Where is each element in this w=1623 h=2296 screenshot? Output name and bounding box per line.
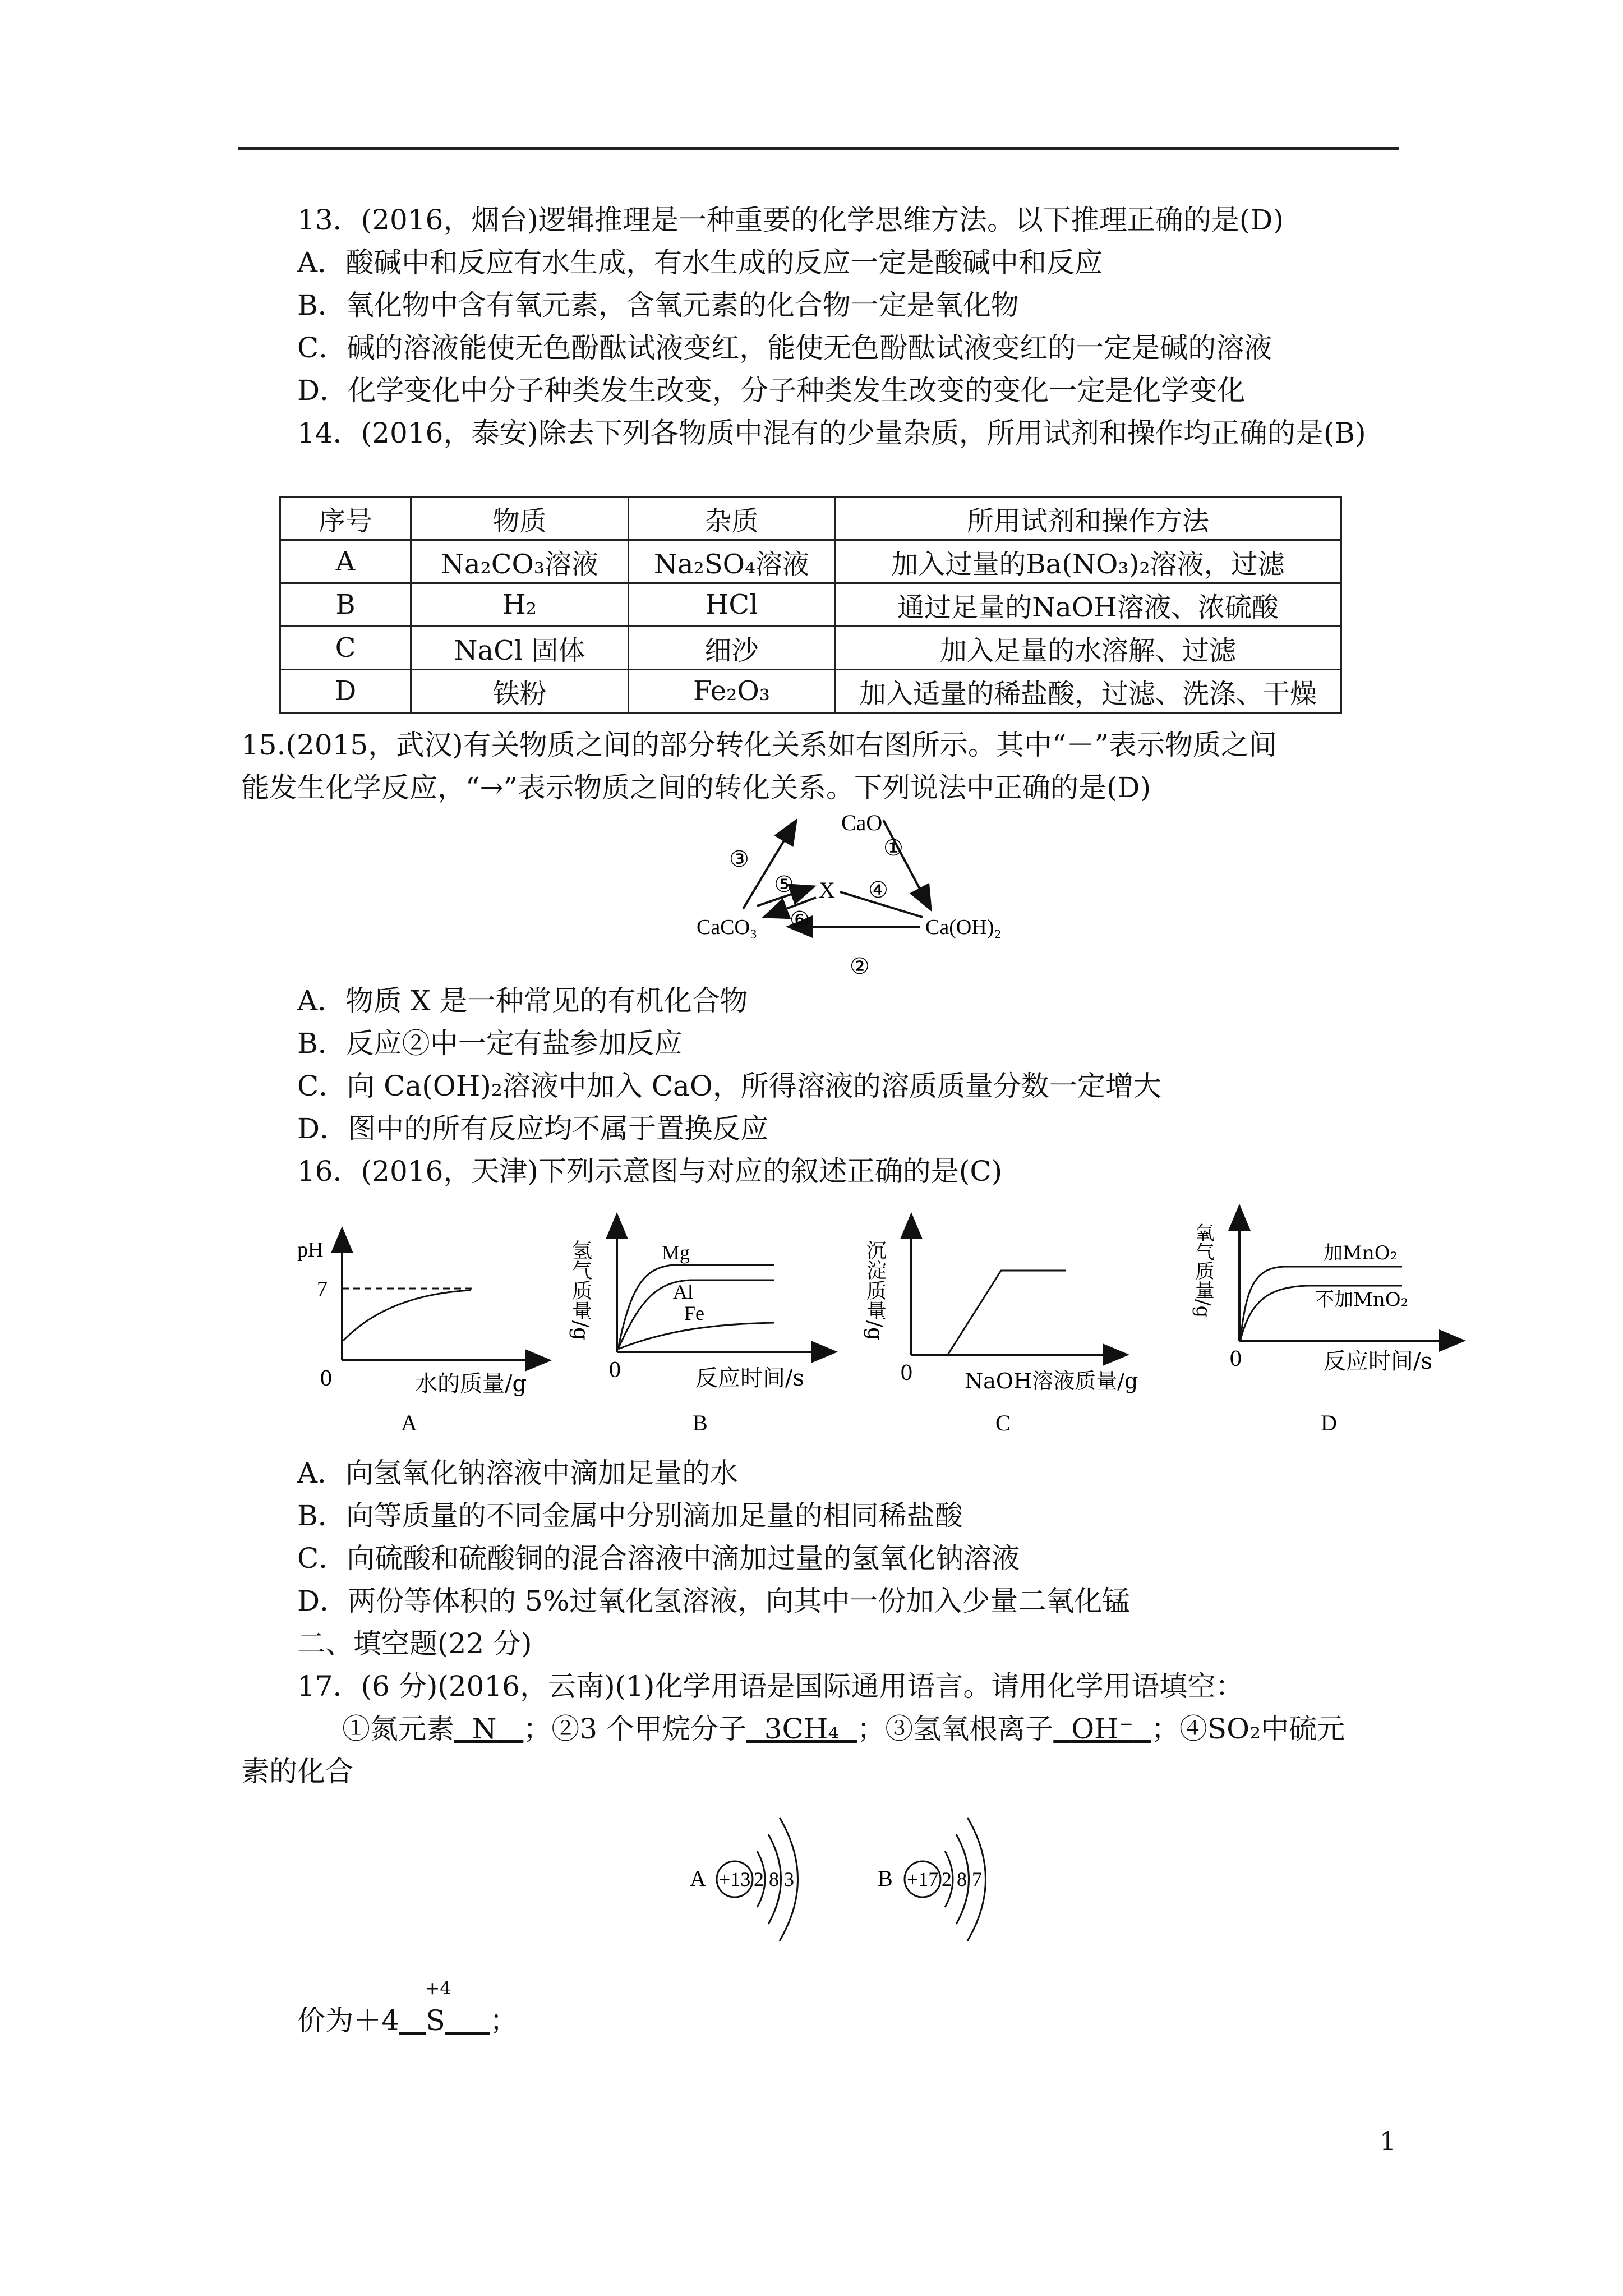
table-row bbox=[280, 540, 1341, 583]
cell-substance: NaCl 固体 bbox=[411, 627, 629, 670]
graph-b bbox=[569, 1217, 858, 1436]
label-3: ③ bbox=[729, 846, 749, 872]
cell-method: 加入过量的Ba(NO₃)₂溶液，过滤 bbox=[835, 540, 1341, 583]
q16-option-d: D．两份等体积的 5%过氧化氢溶液，向其中一份加入少量二氧化锰 bbox=[297, 1585, 1131, 1617]
valence-mark: +4 bbox=[425, 1977, 451, 1999]
cell-method: 加入足量的水溶解、过滤 bbox=[835, 627, 1341, 670]
atom-a-label: A bbox=[690, 1866, 706, 1891]
valence-symbol-wrap bbox=[425, 1977, 451, 2037]
q16-option-c: C．向硫酸和硫酸铜的混合溶液中滴加过量的氢氧化钠溶液 bbox=[297, 1542, 1020, 1575]
label-1: ① bbox=[883, 835, 903, 861]
graph-d bbox=[1192, 1206, 1486, 1436]
col-header-substance: 物质 bbox=[411, 497, 629, 540]
q15-option-a: A．物质 X 是一种常见的有机化合物 bbox=[297, 984, 748, 1017]
graph-a-curve bbox=[343, 1290, 471, 1341]
atom-b-nucleus: +17 bbox=[907, 1868, 939, 1890]
q15-conversion-diagram bbox=[690, 808, 1038, 982]
q15-option-d: D．图中的所有反应均不属于置换反应 bbox=[297, 1112, 769, 1145]
graph-d-caption: D bbox=[1321, 1410, 1337, 1435]
graph-b-curve-fe bbox=[618, 1323, 774, 1349]
atom-b-label: B bbox=[878, 1866, 893, 1891]
label-2: ② bbox=[850, 954, 870, 979]
node-x: X bbox=[819, 877, 835, 903]
graph-d-label-with: 加MnO₂ bbox=[1324, 1242, 1398, 1264]
q17-valence-line bbox=[297, 1977, 518, 2037]
answer-text: 3CH₄ bbox=[764, 1713, 840, 1745]
arrow-1 bbox=[883, 820, 931, 910]
q17-part3: ；③氢氧根离子 bbox=[857, 1713, 1054, 1745]
q17-part1: ①氮元素 bbox=[342, 1713, 454, 1745]
cell-impurity: Na₂SO₄溶液 bbox=[629, 540, 835, 583]
graph-a-origin: 0 bbox=[320, 1368, 333, 1391]
cell-method: 通过足量的NaOH溶液、浓硫酸 bbox=[835, 583, 1341, 627]
graph-c-xlabel: NaOH溶液质量/g bbox=[965, 1369, 1138, 1393]
answer-text: OH⁻ bbox=[1071, 1713, 1134, 1745]
col-header-impurity: 杂质 bbox=[629, 497, 835, 540]
graph-d-ylabel: 氧气质量/g bbox=[1192, 1223, 1214, 1318]
label-6: ⑥ bbox=[790, 907, 810, 933]
q17-part2: ；②3 个甲烷分子 bbox=[523, 1713, 746, 1745]
page-number: 1 bbox=[1380, 2126, 1396, 2156]
label-5: ⑤ bbox=[774, 872, 794, 898]
q15-option-c: C．向 Ca(OH)₂溶液中加入 CaO，所得溶液的溶质质量分数一定增大 bbox=[297, 1070, 1161, 1102]
graph-a-xlabel: 水的质量/g bbox=[415, 1371, 527, 1397]
atom-a-shells: 2 8 3 bbox=[754, 1868, 794, 1890]
graph-c-ylabel: 沉淀质量/g bbox=[863, 1240, 887, 1341]
q17-answer-ch4 bbox=[746, 1713, 857, 1745]
graph-b-origin: 0 bbox=[608, 1359, 621, 1382]
valence-prefix: 价为＋4 bbox=[297, 2004, 399, 2037]
q17-answer-n bbox=[454, 1713, 523, 1745]
graph-b-ylabel: 氢气质量/g bbox=[569, 1240, 592, 1341]
q17-stem: 17．(6 分)(2016，云南)(1)化学用语是国际通用语言。请用化学用语填空： bbox=[297, 1670, 1244, 1703]
q13-option-a: A．酸碱中和反应有水生成，有水生成的反应一定是酸碱中和反应 bbox=[297, 246, 1103, 279]
atom-b-shells: 2 8 7 bbox=[942, 1868, 982, 1890]
q13-option-b: B．氧化物中含有氧元素，含氧元素的化合物一定是氧化物 bbox=[297, 289, 1019, 321]
atom-structure-diagrams bbox=[679, 1795, 1038, 1958]
q17-fill-line bbox=[342, 1712, 1345, 1746]
section-2-title: 二、填空题(22 分) bbox=[297, 1627, 532, 1660]
graph-d-label-without: 不加MnO₂ bbox=[1315, 1289, 1409, 1311]
q16-option-a: A．向氢氧化钠溶液中滴加足量的水 bbox=[297, 1457, 739, 1489]
table-row bbox=[280, 670, 1341, 713]
answer-text: N bbox=[472, 1713, 497, 1745]
node-caoh2: Ca(OH)₂ bbox=[925, 915, 1002, 939]
graph-a-ylabel: pH bbox=[297, 1238, 324, 1262]
table-header-row bbox=[280, 497, 1341, 540]
cell-no: A bbox=[280, 540, 411, 583]
graph-b-label-fe: Fe bbox=[684, 1302, 704, 1324]
graph-c-line bbox=[948, 1271, 1066, 1355]
q15-option-b: B．反应②中一定有盐参加反应 bbox=[297, 1027, 683, 1060]
q14-table bbox=[279, 496, 1342, 714]
table-row bbox=[280, 627, 1341, 670]
atom-b-diagram bbox=[878, 1818, 986, 1941]
q13-option-c: C．碱的溶液能使无色酚酞试液变红，能使无色酚酞试液变红的一定是碱的溶液 bbox=[297, 332, 1272, 364]
q17-answer-oh bbox=[1053, 1713, 1151, 1745]
cell-substance: H₂ bbox=[411, 583, 629, 627]
graph-b-label-al: Al bbox=[673, 1281, 693, 1303]
q15-stem-line2: 能发生化学反应，“→”表示物质之间的转化关系。下列说法中正确的是(D) bbox=[241, 771, 1151, 804]
table-row bbox=[280, 583, 1341, 627]
q14-stem: 14．(2016，泰安)除去下列各物质中混有的少量杂质，所用试剂和操作均正确的是(B) bbox=[297, 417, 1366, 449]
graph-b-label-mg: Mg bbox=[662, 1241, 690, 1264]
cell-impurity: Fe₂O₃ bbox=[629, 670, 835, 713]
graph-c bbox=[864, 1217, 1178, 1436]
cell-no: C bbox=[280, 627, 411, 670]
col-header-method: 所用试剂和操作方法 bbox=[835, 497, 1341, 540]
atom-a-diagram bbox=[690, 1818, 798, 1941]
q16-stem: 16．(2016，天津)下列示意图与对应的叙述正确的是(C) bbox=[297, 1155, 1003, 1188]
node-caco3: CaCO₃ bbox=[697, 915, 758, 939]
graph-b-xlabel: 反应时间/s bbox=[695, 1365, 805, 1391]
graph-c-caption: C bbox=[995, 1410, 1011, 1435]
valence-answer bbox=[399, 1977, 490, 2037]
q17-part4: ；④SO₂中硫元 bbox=[1151, 1713, 1345, 1745]
node-cao: CaO bbox=[841, 810, 883, 835]
graph-c-origin: 0 bbox=[900, 1362, 913, 1385]
cell-substance: 铁粉 bbox=[411, 670, 629, 713]
q16-option-b: B．向等质量的不同金属中分别滴加足量的相同稀盐酸 bbox=[297, 1499, 963, 1532]
q13-stem: 13．(2016，烟台)逻辑推理是一种重要的化学思维方法。以下推理正确的是(D) bbox=[297, 204, 1284, 236]
graph-a-caption: A bbox=[401, 1410, 417, 1435]
cell-no: B bbox=[280, 583, 411, 627]
graph-a-tick-7: 7 bbox=[317, 1277, 328, 1301]
cell-method: 加入适量的稀盐酸，过滤、洗涤、干燥 bbox=[835, 670, 1341, 713]
cell-no: D bbox=[280, 670, 411, 713]
atom-a-nucleus: +13 bbox=[719, 1868, 751, 1890]
label-4: ④ bbox=[868, 877, 888, 903]
cell-substance: Na₂CO₃溶液 bbox=[411, 540, 629, 583]
graph-b-caption: B bbox=[693, 1410, 708, 1435]
graph-a bbox=[292, 1223, 572, 1436]
graph-d-xlabel: 反应时间/s bbox=[1324, 1349, 1433, 1374]
q15-stem-line1: 15.(2015，武汉)有关物质之间的部分转化关系如右图所示。其中“－”表示物质之间 bbox=[241, 729, 1277, 761]
valence-symbol: S bbox=[426, 2004, 445, 2037]
graph-d-origin: 0 bbox=[1229, 1348, 1242, 1371]
q17-line2: 素的化合 bbox=[241, 1755, 353, 1788]
q13-option-d: D．化学变化中分子种类发生改变，分子种类发生改变的变化一定是化学变化 bbox=[297, 374, 1246, 407]
cell-impurity: 细沙 bbox=[629, 627, 835, 670]
cell-impurity: HCl bbox=[629, 583, 835, 627]
col-header-no: 序号 bbox=[280, 497, 411, 540]
header-rule bbox=[238, 147, 1399, 150]
valence-suffix: ； bbox=[490, 2004, 518, 2037]
